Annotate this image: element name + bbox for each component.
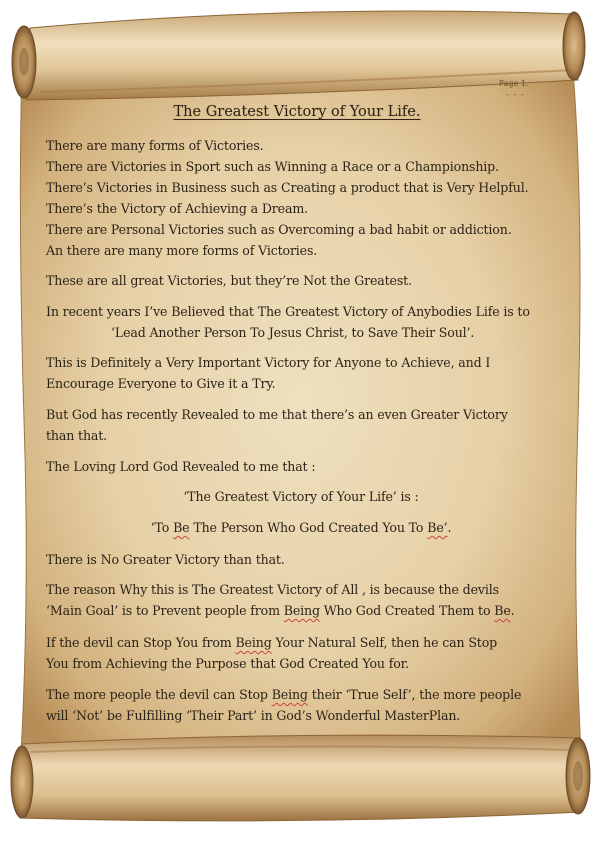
text-line: ‘Lead Another Person To Jesus Christ, to Save Their Soul’. (111, 325, 475, 340)
text-run: their ‘True Self’, the more people (307, 687, 522, 702)
document-title: The Greatest Victory of Your Life. (173, 104, 421, 120)
text-run: Your Natural Self, then he can Stop (271, 635, 498, 650)
spellcheck-word: Be’ (427, 520, 448, 535)
text-line: There is No Greater Victory than that. (46, 552, 285, 567)
text-line (46, 634, 497, 652)
text-line: The Loving Lord God Revealed to me that : (46, 459, 316, 474)
text-line (46, 686, 521, 704)
page-number-underline: - - - (506, 90, 525, 99)
text-line: There are Personal Victories such as Overcoming a bad habit or addiction. (46, 222, 512, 237)
text-line: There’s the Victory of Achieving a Dream. (46, 201, 308, 216)
spellcheck-word: Being (235, 635, 272, 650)
text-line: There are many forms of Victories. (46, 138, 264, 153)
text-line: There’s Victories in Business such as Creating a product that is Very Helpful. (46, 180, 529, 195)
text-line (46, 602, 515, 620)
text-line: than that. (46, 428, 108, 443)
text-line: The reason Why this is The Greatest Victory of All , is because the devils (46, 582, 499, 597)
spellcheck-word: Be (173, 520, 190, 535)
text-run: . (447, 520, 452, 535)
text-line: These are all great Victories, but they’re Not the Greatest. (46, 273, 412, 288)
text-line: Encourage Everyone to Give it a Try. (46, 376, 276, 391)
text-line-centered: ‘The Greatest Victory of Your Life’ is : (183, 489, 419, 504)
text-line-centered (46, 519, 556, 537)
text-run: ‘Main Goal’ is to Prevent people from (46, 603, 284, 618)
text-line: In recent years I’ve Believed that The Greatest Victory of Anybodies Life is to (46, 304, 530, 319)
text-line: An there are many more forms of Victories. (46, 243, 318, 258)
text-line: You from Achieving the Purpose that God Created You for. (46, 656, 410, 671)
text-line: will ‘Not’ be Fulfilling ‘Their Part’ in God’s Wonderful MasterPlan. (46, 708, 461, 723)
bottom-roll (11, 735, 590, 821)
text-run: If the devil can Stop You from (46, 635, 236, 650)
text-run: . (510, 603, 515, 618)
text-run: The more people the devil can Stop (46, 687, 272, 702)
page-number: Page 1. (499, 79, 529, 88)
spellcheck-word: Be (494, 603, 511, 618)
text-run: Who God Created Them to (319, 603, 495, 618)
spellcheck-word: Being (283, 603, 320, 618)
text-run: ‘To (150, 520, 174, 535)
text-line: But God has recently Revealed to me that there’s an even Greater Victory (46, 407, 508, 422)
text-line: This is Definitely a Very Important Victory for Anyone to Achieve, and I (46, 355, 491, 370)
text-line: There are Victories in Sport such as Winning a Race or a Championship. (46, 159, 499, 174)
spellcheck-word: Being (271, 687, 308, 702)
text-run: The Person Who God Created You To (189, 520, 428, 535)
